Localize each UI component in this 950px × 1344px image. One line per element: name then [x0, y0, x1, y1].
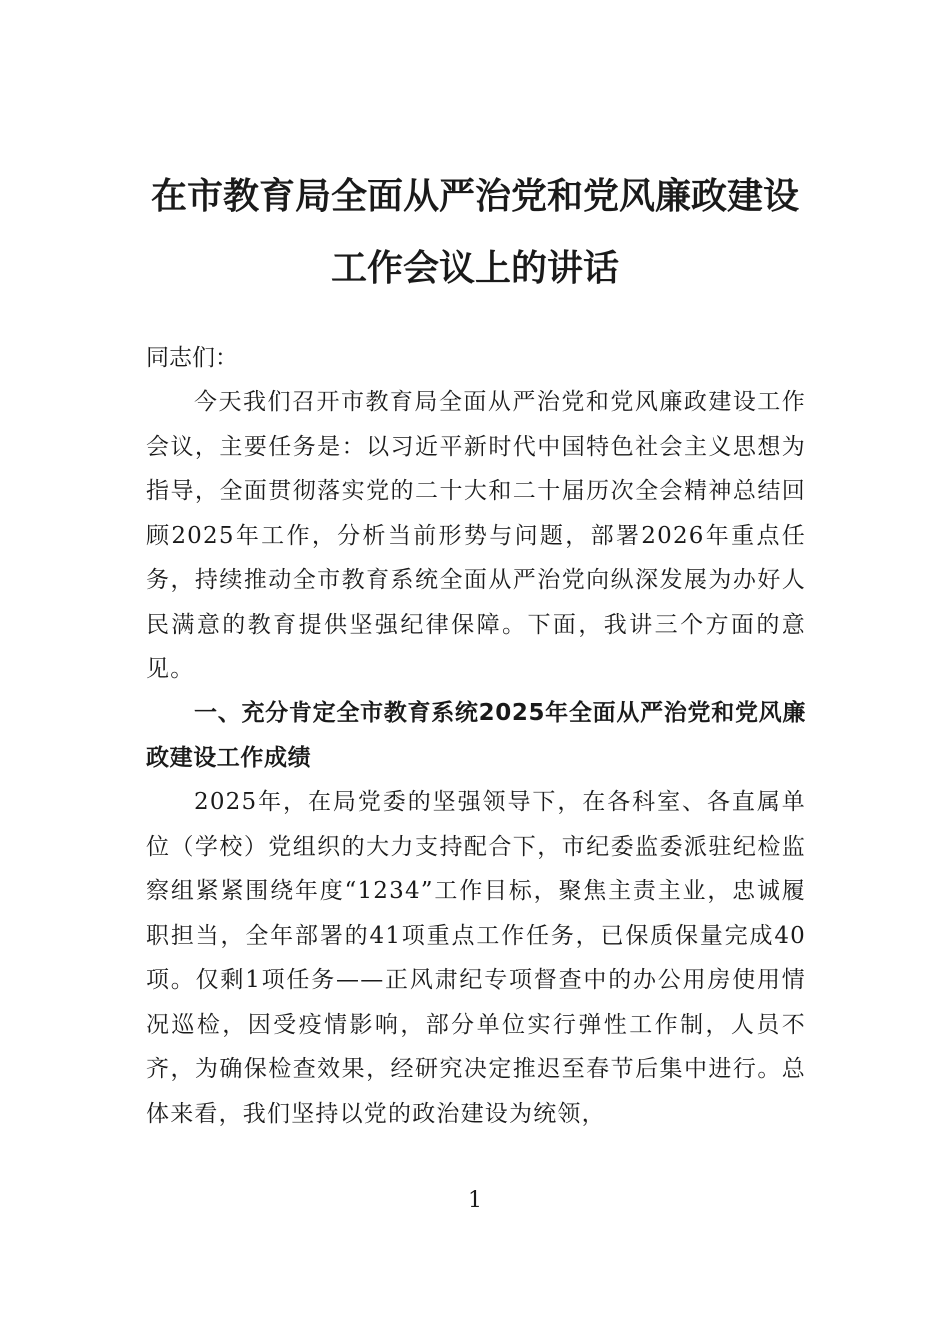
paragraph-intro: 今天我们召开市教育局全面从严治党和党风廉政建设工作会议，主要任务是：以习近平新时代中国特色社会主义思想为指导，全面贯彻落实党的二十大和二十届历次全会精神总结回顾2025年工作，分析当前形势与问题，部署2026年重点任务，持续推动全市教育系统全面从严治党向纵深发展为办好人民满意的教育提供坚强纪律保障。下面，我讲三个方面的意见。 [146, 389, 806, 682]
document-title-line-1: 在市教育局全面从严治党和党风廉政建设 [150, 176, 799, 217]
document-title-line-2: 工作会议上的讲话 [330, 248, 619, 289]
page-number: 1 [468, 1188, 482, 1213]
salutation: 同志们： [146, 345, 238, 371]
paragraph-achievements: 2025年，在局党委的坚强领导下，在各科室、各直属单位（学校）党组织的大力支持配合下，市纪委监委派驻纪检监察组紧紧围绕年度“1234”工作目标，聚焦主责主业，忠诚履职担当，全年部署的41项重点工作任务，已保质保量完成40项。仅剩1项任务——正风肃纪专项督查中的办公用房使用情况巡检，因受疫情影响，部分单位实行弹性工作制，人员不齐，为确保检查效果，经研究决定推迟至春节后集中进行。总体来看，我们坚持以党的政治建设为统领， [146, 789, 806, 1127]
section-heading-1: 一、充分肯定全市教育系统2025年全面从严治党和党风廉政建设工作成绩 [146, 700, 806, 771]
